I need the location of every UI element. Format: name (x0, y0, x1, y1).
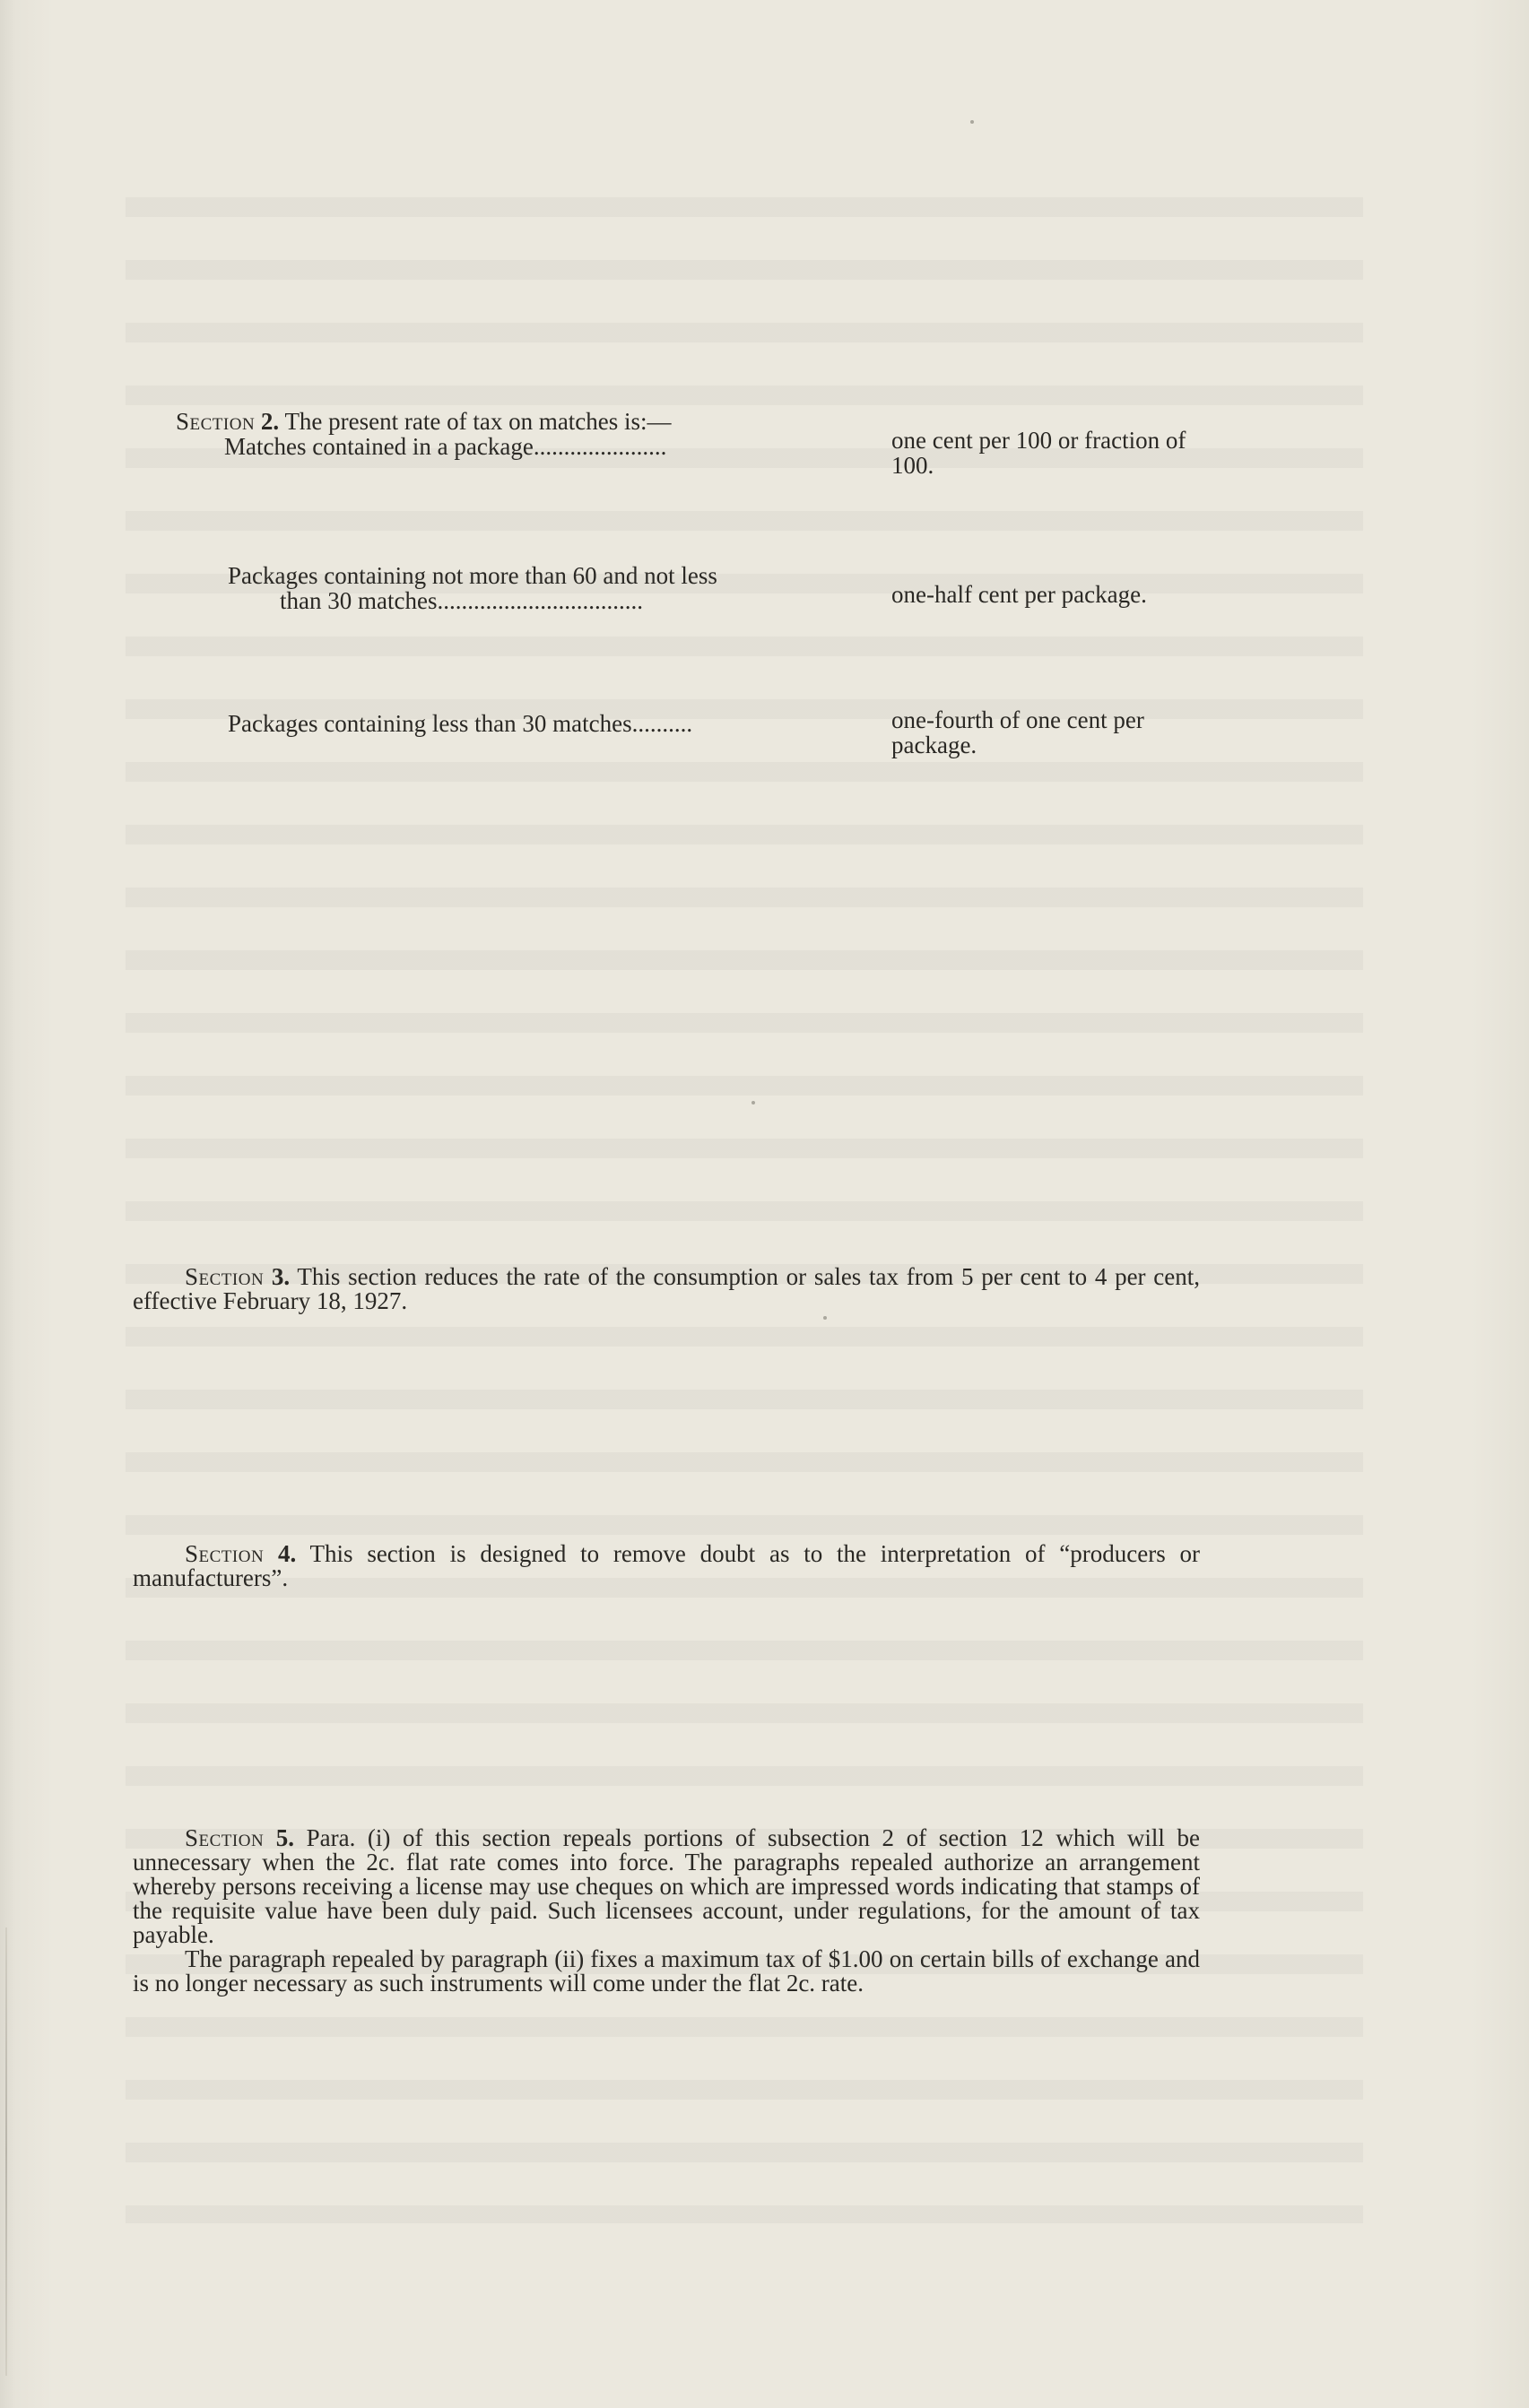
section-2-intro (176, 409, 983, 434)
rate-value: one-fourth of one cent per package. (891, 706, 1144, 758)
rate-row (228, 711, 692, 736)
section-label: Section (185, 1263, 265, 1290)
section-number: 5. (275, 1824, 295, 1851)
section-5-text-2: The paragraph repealed by paragraph (ii) fixes a maximum tax of $1.00 on certain bills of exchange and is no longer necessary as such instruments will come under the flat 2c. rate. (133, 1945, 1200, 1997)
section-label: Section (185, 1824, 265, 1851)
section-number: 2. (260, 408, 280, 435)
rate-row (228, 563, 717, 588)
rate-item: Packages containing less than 30 matches (228, 710, 632, 737)
section-label: Section (176, 408, 256, 435)
rate-value: one cent per 100 or fraction of 100. (891, 427, 1186, 479)
section-2-intro-text: The present rate of tax on matches is:— (284, 408, 672, 435)
leader-dots: .......... (631, 710, 693, 737)
section-4-paragraph (133, 1542, 1200, 1590)
rate-value: one-half cent per package. (891, 581, 1147, 608)
paper-speck (751, 1101, 755, 1104)
rate-row-continued (280, 588, 643, 613)
rate-item-line: than 30 matches (280, 587, 438, 614)
section-5-paragraph (133, 1826, 1200, 1996)
page-edge-shadow (5, 1927, 7, 2376)
rate-item-line: Packages containing not more than 60 and not less (228, 562, 717, 589)
rate-item: Matches contained in a package (224, 433, 534, 460)
section-number: 3. (271, 1263, 291, 1290)
paper-speck (970, 120, 974, 124)
section-number: 4. (277, 1540, 297, 1567)
leader-dots: .................................. (437, 587, 643, 614)
paper-speck (823, 1316, 827, 1320)
section-3-paragraph (133, 1265, 1200, 1313)
section-5-text: Para. (i) of this section repeals portions of subsection 2 of section 12 which will be unnecessary when the 2c. flat rate comes into force. The paragraphs repealed authorize an arrangement whereby persons receiving a license may use cheques on which are impressed words indicating that stamps of the requisite value have been duly paid. Such licensees account, under regulations, for the amount of tax payable. (133, 1824, 1201, 1948)
section-4-text: This section is designed to remove doubt as to the interpretation of “producers or manufacturers”. (133, 1540, 1201, 1591)
section-label: Section (185, 1540, 265, 1567)
rate-row (224, 434, 666, 459)
section-3-text: This section reduces the rate of the consumption or sales tax from 5 per cent to 4 per cent, effective February 18, 1927. (133, 1263, 1201, 1314)
leader-dots: ...................... (533, 433, 667, 460)
